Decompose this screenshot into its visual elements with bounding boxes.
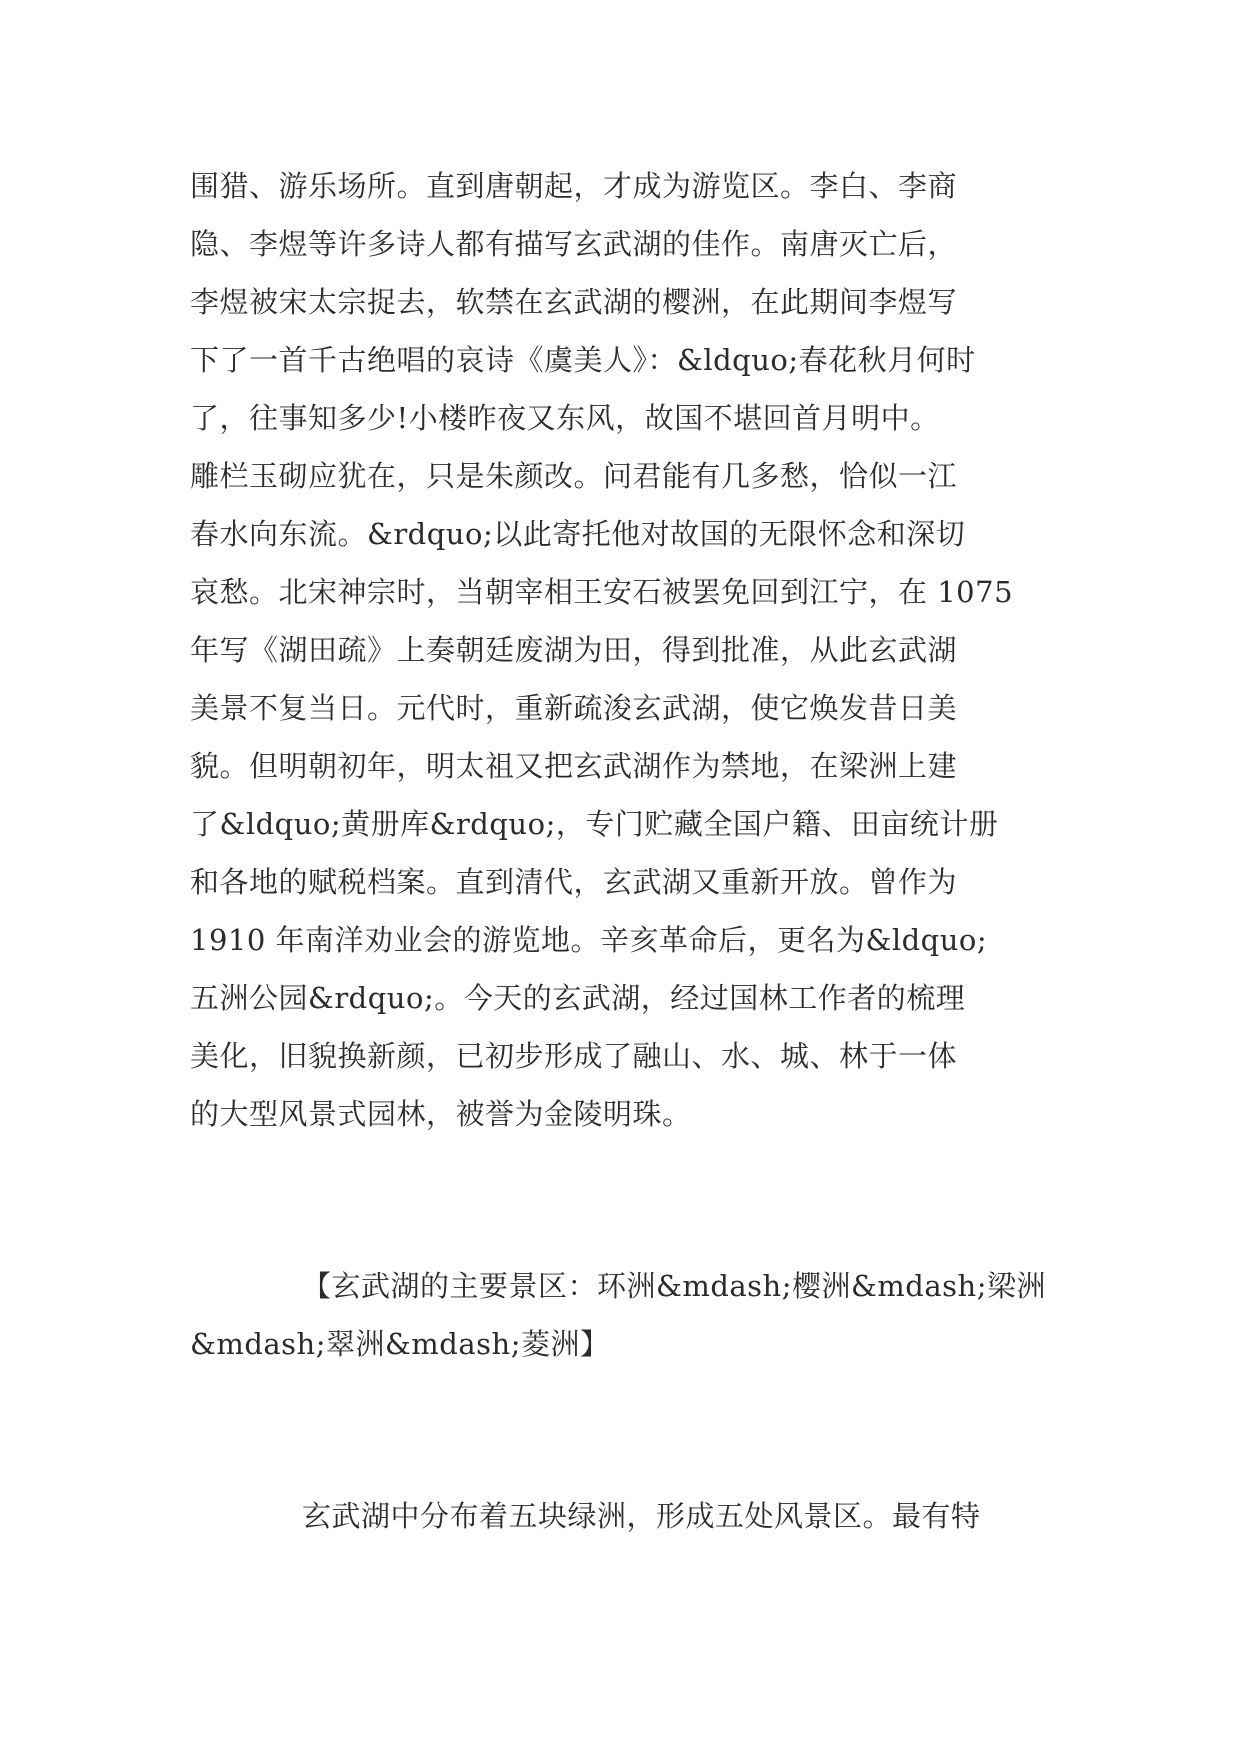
text-line: 了，往事知多少!小楼昨夜又东风，故国不堪回首月明中。 [190,401,940,435]
text-line: 围猎、游乐场所。直到唐朝起，才成为游览区。李白、李商 [190,169,958,203]
section-heading-scenic-areas [190,1257,1060,1373]
text-line: 年写《湖田疏》上奏朝廷废湖为田，得到批准，从此玄武湖 [190,633,958,667]
text-line: 【玄武湖的主要景区：环洲&mdash;樱洲&mdash;梁洲 [302,1269,1046,1303]
text-line: 隐、李煜等许多诗人都有描写玄武湖的佳作。南唐灭亡后， [190,227,958,261]
text-line: &mdash;翠洲&mdash;菱洲】 [190,1327,610,1361]
text-line: 美化，旧貌换新颜，已初步形成了融山、水、城、林于一体 [190,1039,958,1073]
text-line: 五洲公园&rdquo;。今天的玄武湖，经过国林工作者的梳理 [190,981,966,1015]
text-line: 和各地的赋税档案。直到清代，玄武湖又重新开放。曾作为 [190,865,958,899]
text-line: 的大型风景式园林，被誉为金陵明珠。 [190,1097,692,1131]
text-line: 雕栏玉砌应犹在，只是朱颜改。问君能有几多愁，恰似一江 [190,459,958,493]
text-line: 貌。但明朝初年，明太祖又把玄武湖作为禁地，在梁洲上建 [190,749,958,783]
text-line: 玄武湖中分布着五块绿洲，形成五处风景区。最有特 [302,1499,981,1533]
text-line: 下了一首千古绝唱的哀诗《虞美人》：&ldquo;春花秋月何时 [190,343,976,377]
text-line: 1910 年南洋劝业会的游览地。辛亥革命后，更名为&ldquo; [190,923,988,957]
text-line: 美景不复当日。元代时，重新疏浚玄武湖，使它焕发昔日美 [190,691,958,725]
paragraph-scenic-areas [190,1487,1060,1545]
paragraph-history [190,157,1060,1143]
text-line: 了&ldquo;黄册库&rdquo;，专门贮藏全国户籍、田亩统计册 [190,807,999,841]
text-line: 李煜被宋太宗捉去，软禁在玄武湖的樱洲，在此期间李煜写 [190,285,958,319]
text-line: 哀愁。北宋神宗时，当朝宰相王安石被罢免回到江宁，在 1075 [190,575,1014,609]
text-line: 春水向东流。&rdquo;以此寄托他对故国的无限怀念和深切 [190,517,966,551]
